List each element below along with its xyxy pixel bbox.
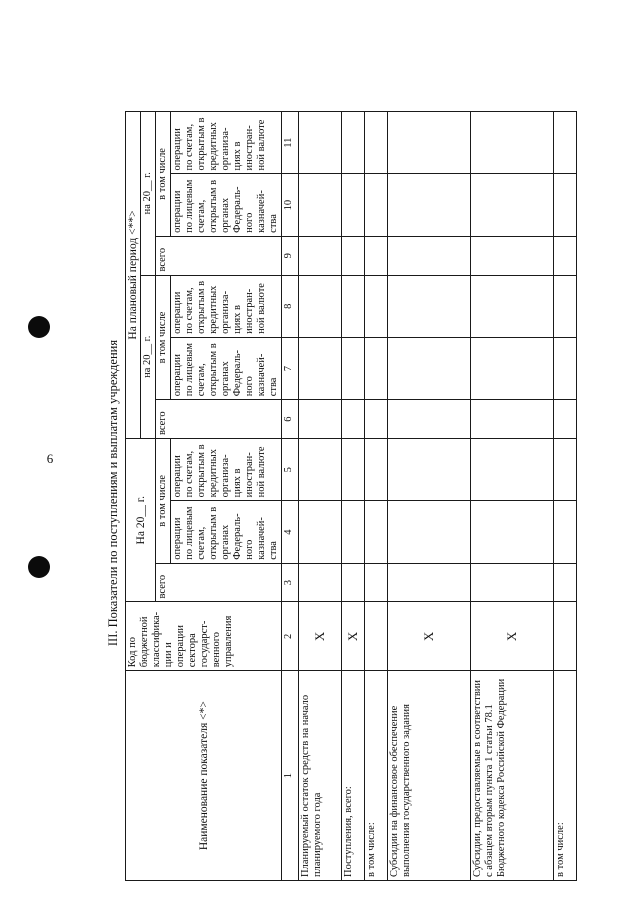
row-code: Х — [471, 602, 554, 671]
header-treasury-accounts: операции по лицевым счетам, открытым в органах Федераль-ного казначей-ства — [171, 337, 282, 399]
column-number: 11 — [282, 112, 299, 174]
row-label: Поступления, всего: — [342, 671, 365, 881]
header-treasury-accounts: операции по лицевым счетам, открытым в органах Федераль-ного казначей-ства — [171, 174, 282, 236]
row-code — [554, 602, 577, 671]
section-title: III. Показатели по поступлениям и выплатам учреждения — [106, 339, 120, 647]
header-total: всего — [156, 400, 282, 439]
table-row — [554, 112, 577, 881]
row-code — [365, 602, 388, 671]
row-code: Х — [388, 602, 471, 671]
header-plan-year-2: на 20__ г. — [141, 112, 156, 276]
row-label: Планируемый остаток средств на начало планируемого года — [299, 671, 342, 881]
header-plan-year-1: на 20__ г. — [141, 275, 156, 438]
rotated-page-content — [106, 73, 626, 893]
punch-hole — [28, 556, 50, 578]
column-number: 9 — [282, 236, 299, 275]
column-number: 4 — [282, 501, 299, 563]
header-incl: в том числе — [156, 112, 171, 237]
column-number: 3 — [282, 563, 299, 602]
header-planning-period: На плановый период <**> — [126, 112, 141, 439]
row-code: Х — [299, 602, 342, 671]
row-label: в том числе: — [365, 671, 388, 881]
row-label: Субсидии на финансовое обеспечение выполнения государственного задания — [388, 671, 471, 881]
header-total: всего — [156, 236, 282, 275]
column-number: 2 — [282, 602, 299, 671]
column-number: 10 — [282, 174, 299, 236]
column-numbers-row — [282, 112, 299, 881]
column-number: 8 — [282, 275, 299, 337]
punch-hole — [28, 316, 50, 338]
header-incl: в том числе — [156, 275, 171, 400]
header-total: всего — [156, 563, 282, 602]
header-current-year: На 20__ г. — [126, 439, 156, 602]
column-number: 7 — [282, 337, 299, 399]
header-row-1 — [126, 112, 141, 881]
header-foreign-currency-accounts: операции по счетам, открытым в кредитных организа-циях в иностран-ной валюте — [171, 275, 282, 337]
column-number: 6 — [282, 400, 299, 439]
column-number: 1 — [282, 671, 299, 881]
header-foreign-currency-accounts: операции по счетам, открытым в кредитных организа-циях в иностран-ной валюте — [171, 439, 282, 501]
table-row — [365, 112, 388, 881]
indicators-table — [125, 111, 577, 881]
row-code: Х — [342, 602, 365, 671]
header-code: Код по бюджетной классифика-ции и операции сектора государст-венного управления — [126, 602, 282, 671]
header-incl: в том числе — [156, 439, 171, 564]
header-foreign-currency-accounts: операции по счетам, открытым в кредитных организа-циях в иностран-ной валюте — [171, 112, 282, 174]
table-row — [388, 112, 471, 881]
table-row — [342, 112, 365, 881]
row-label: в том числе: — [554, 671, 577, 881]
page-number: 6 — [46, 451, 54, 466]
header-indicator-name: Наименование показателя <*> — [126, 671, 282, 881]
table-row — [299, 112, 342, 881]
row-label: Субсидии, предоставляемые в соответствии с абзацем вторым пункта 1 статьи 78.1 Бюджетного кодекса Российской Федерации — [471, 671, 554, 881]
column-number: 5 — [282, 439, 299, 501]
table-row — [471, 112, 554, 881]
header-treasury-accounts: операции по лицевым счетам, открытым в органах Федераль-ного казначей-ства — [171, 501, 282, 563]
